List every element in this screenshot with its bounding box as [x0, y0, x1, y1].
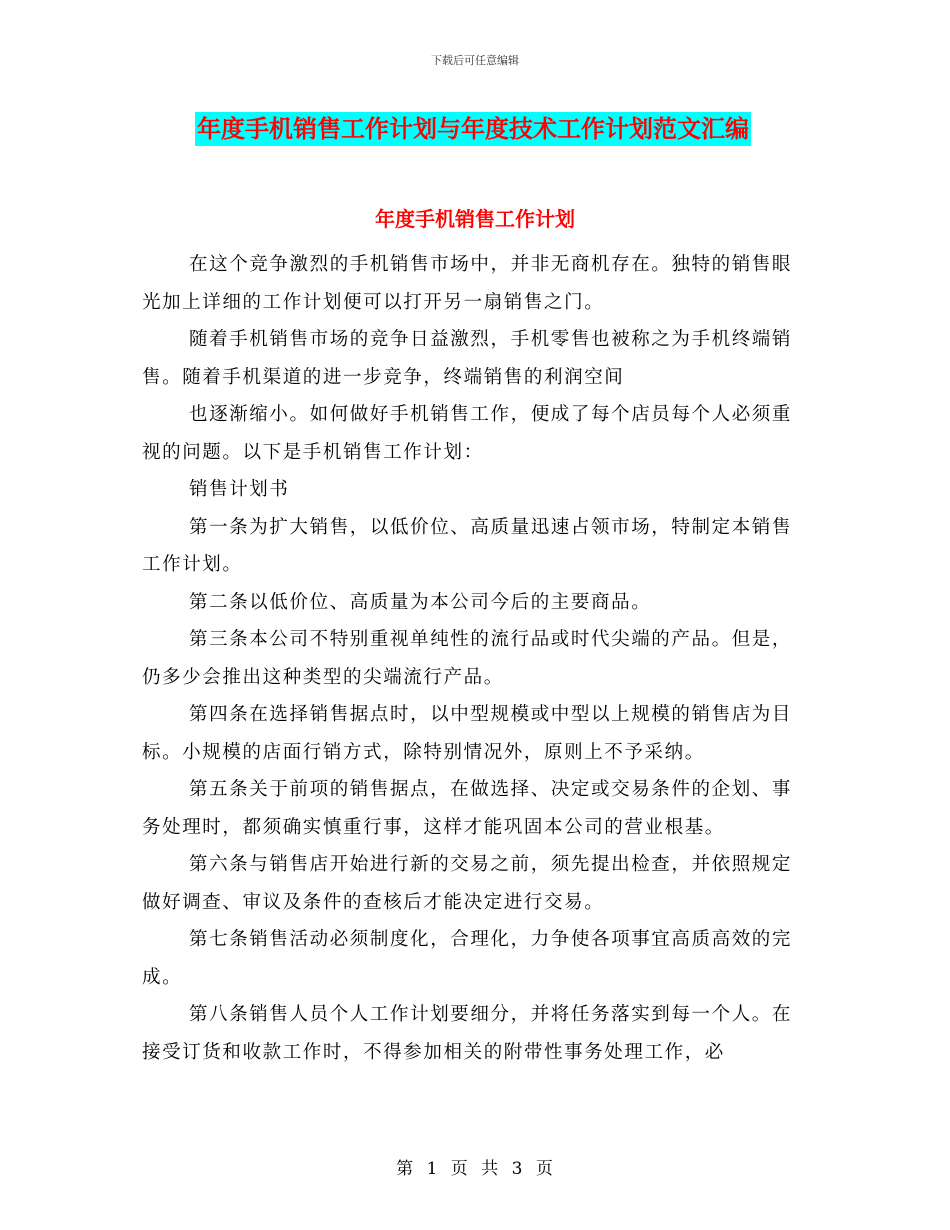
paragraph: 第八条销售人员个人工作计划要细分，并将任务落实到每一个人。在接受订货和收款工作时，不得参加相关的附带性事务处理工作，必	[142, 1004, 793, 1063]
paragraph: 第五条关于前项的销售据点，在做选择、决定或交易条件的企划、事务处理时，都须确实慎重行事，这样才能巩固本公司的营业根基。	[142, 779, 793, 838]
section-title: 年度手机销售工作计划	[375, 207, 575, 231]
paragraph: 在这个竞争激烈的手机销售市场中，并非无商机存在。独特的销售眼光加上详细的工作计划便可以打开另一扇销售之门。	[142, 254, 793, 313]
paragraph: 第七条销售活动必须制度化，合理化，力争使各项事宜高质高效的完成。	[142, 929, 793, 988]
paragraph: 第二条以低价位、高质量为本公司今后的主要商品。	[189, 591, 652, 613]
paragraph: 第六条与销售店开始进行新的交易之前，须先提出检查，并依照规定做好调查、审议及条件的查核后才能决定进行交易。	[142, 854, 793, 913]
paragraph: 销售计划书	[189, 479, 290, 500]
paragraph: 第一条为扩大销售，以低价位、高质量迅速占领市场，特制定本销售工作计划。	[142, 516, 793, 575]
paragraph: 第三条本公司不特别重视单纯性的流行品或时代尖端的产品。但是，仍多少会推出这种类型的尖端流行产品。	[142, 629, 793, 688]
document-body	[142, 246, 810, 1071]
paragraph: 第四条在选择销售据点时，以中型规模或中型以上规模的销售店为目标。小规模的店面行销方式，除特别情况外，原则上不予采纳。	[142, 704, 793, 763]
page-number-footer: 第 1 页 共 3 页	[396, 1159, 554, 1179]
document-title: 年度手机销售工作计划与年度技术工作计划范文汇编	[195, 112, 751, 146]
paragraph: 也逐渐缩小。如何做好手机销售工作，便成了每个店员每个人必须重视的问题。以下是手机销售工作计划：	[142, 404, 793, 463]
header-note: 下载后可任意编辑	[431, 54, 519, 67]
paragraph: 随着手机销售市场的竞争日益激烈，手机零售也被称之为手机终端销售。随着手机渠道的进一步竞争，终端销售的利润空间	[142, 329, 793, 388]
